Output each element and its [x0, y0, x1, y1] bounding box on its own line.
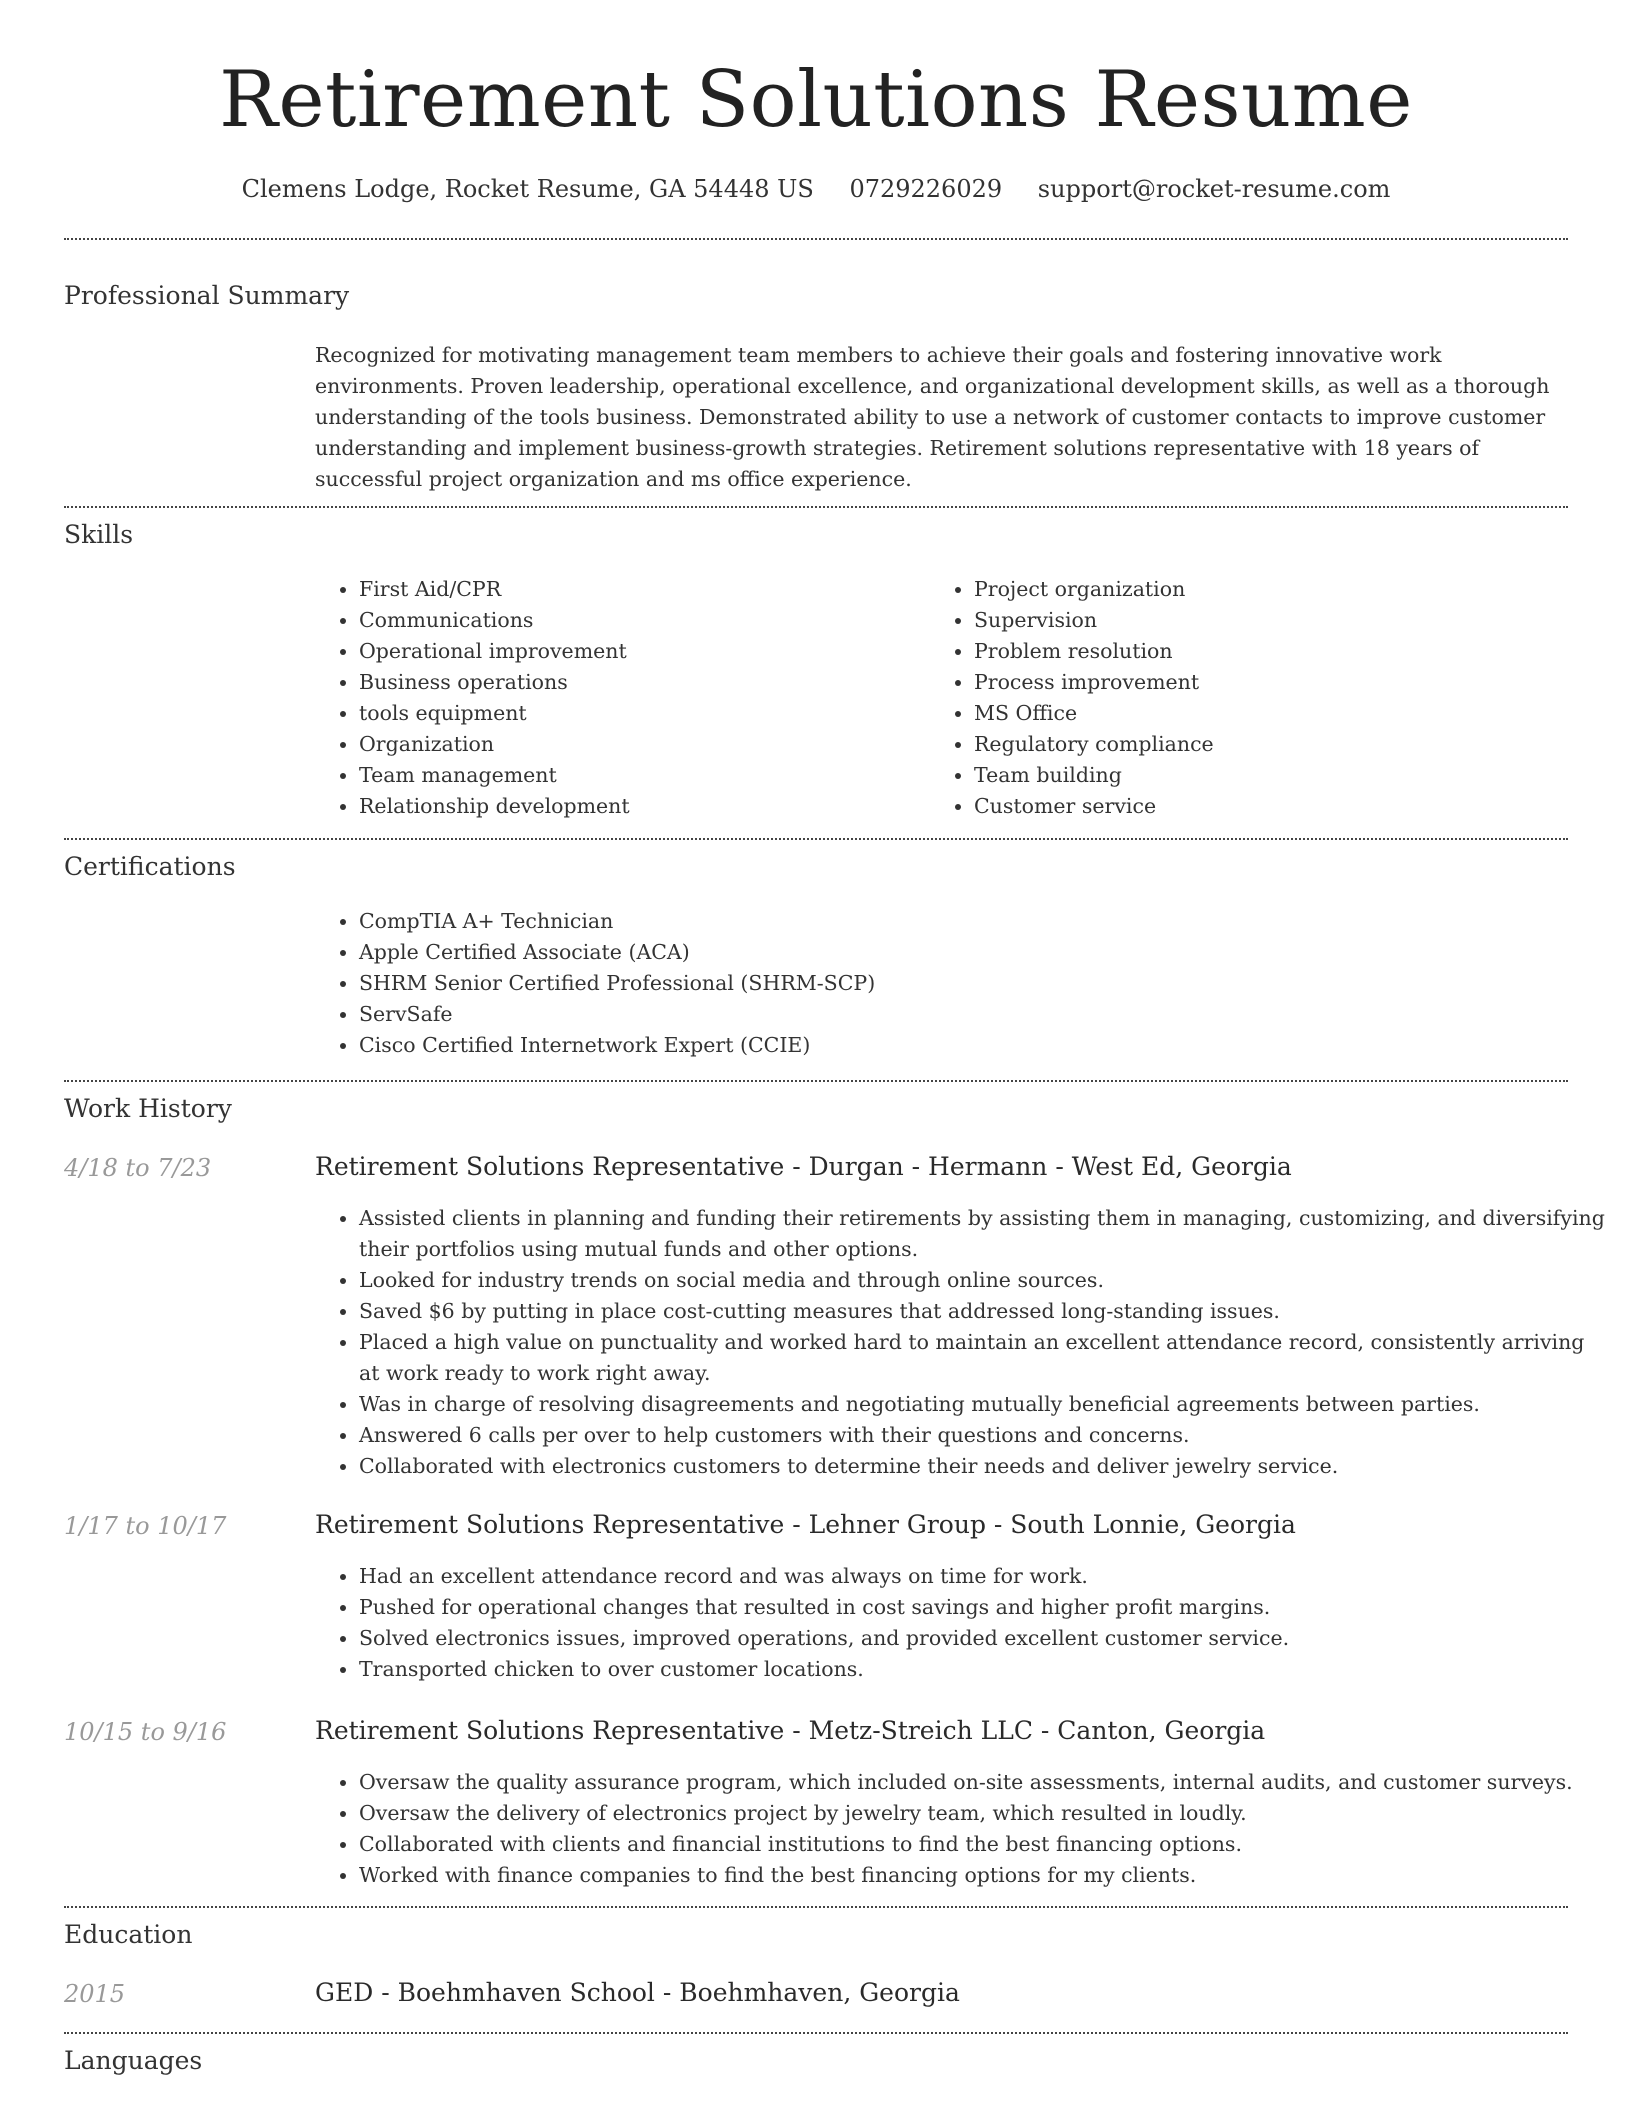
skill-item: • Relationship development — [359, 791, 919, 822]
skill-item: • Process improvement — [974, 667, 1574, 698]
skills-list-right — [930, 574, 1574, 822]
job-bullet: • Collaborated with electronics customers to determine their needs and deliver jewelry service. — [359, 1451, 1609, 1482]
section-title-summary: Professional Summary — [64, 281, 350, 310]
job-bullet: • Assisted clients in planning and funding their retirements by assisting them in managing, customizing, and diversifying their portfolios using mutual funds and other options. — [359, 1203, 1609, 1265]
job-bullets — [315, 1203, 1609, 1482]
skill-item: • First Aid/CPR — [359, 574, 919, 605]
job-bullet: • Pushed for operational changes that resulted in cost savings and higher profit margins. — [359, 1592, 1609, 1623]
job-dates: 4/18 to 7/23 — [64, 1154, 212, 1182]
divider — [64, 2032, 1568, 2034]
job-bullet: • Saved $6 by putting in place cost-cutting measures that addressed long-standing issues. — [359, 1296, 1609, 1327]
skills-list-left — [315, 574, 919, 822]
skill-item: • MS Office — [974, 698, 1574, 729]
contact-address: Clemens Lodge, Rocket Resume, GA 54448 US — [241, 175, 814, 203]
education-year: 2015 — [64, 1980, 126, 2008]
skill-item: • Regulatory compliance — [974, 729, 1574, 760]
job-heading: Retirement Solutions Representative - Metz-Streich LLC - Canton, Georgia — [315, 1716, 1266, 1745]
section-title-education: Education — [64, 1920, 193, 1949]
divider — [64, 1906, 1568, 1908]
contact-email: support@rocket-resume.com — [1037, 175, 1391, 203]
skill-item: • Supervision — [974, 605, 1574, 636]
job-bullet: • Worked with finance companies to find the best financing options for my clients. — [359, 1860, 1609, 1891]
skill-item: • Project organization — [974, 574, 1574, 605]
section-title-work-history: Work History — [64, 1094, 232, 1123]
skill-item: • Problem resolution — [974, 636, 1574, 667]
job-bullet: • Had an excellent attendance record and was always on time for work. — [359, 1561, 1609, 1592]
certification-item: • ServSafe — [359, 999, 1609, 1030]
job-bullet: • Placed a high value on punctuality and worked hard to maintain an excellent attendance record, consistently arriving at work ready to work right away. — [359, 1327, 1609, 1389]
skill-item: • Organization — [359, 729, 919, 760]
job-bullet: • Oversaw the delivery of electronics project by jewelry team, which resulted in loudly. — [359, 1798, 1609, 1829]
certifications-list — [315, 906, 1609, 1061]
divider — [64, 838, 1568, 840]
contact-line — [0, 171, 1632, 207]
job-heading: Retirement Solutions Representative - Lehner Group - South Lonnie, Georgia — [315, 1510, 1296, 1539]
skill-item: • tools equipment — [359, 698, 919, 729]
job-dates: 1/17 to 10/17 — [64, 1512, 227, 1540]
job-bullet: • Transported chicken to over customer locations. — [359, 1654, 1609, 1685]
job-bullets — [315, 1767, 1609, 1891]
certification-item: • Cisco Certified Internetwork Expert (CCIE) — [359, 1030, 1609, 1061]
job-bullet: • Oversaw the quality assurance program, which included on-site assessments, internal audits, and customer surveys. — [359, 1767, 1609, 1798]
certification-item: • Apple Certified Associate (ACA) — [359, 937, 1609, 968]
job-bullet: • Solved electronics issues, improved operations, and provided excellent customer service. — [359, 1623, 1609, 1654]
section-title-languages: Languages — [64, 2046, 203, 2075]
job-dates: 10/15 to 9/16 — [64, 1718, 227, 1746]
section-title-skills: Skills — [64, 520, 134, 549]
divider — [64, 506, 1568, 508]
job-bullet: • Answered 6 calls per over to help customers with their questions and concerns. — [359, 1420, 1609, 1451]
skill-item: • Customer service — [974, 791, 1574, 822]
certification-item: • SHRM Senior Certified Professional (SHRM-SCP) — [359, 968, 1609, 999]
job-bullet: • Looked for industry trends on social media and through online sources. — [359, 1265, 1609, 1296]
skill-item: • Team building — [974, 760, 1574, 791]
skill-item: • Operational improvement — [359, 636, 919, 667]
contact-phone: 0729226029 — [849, 175, 1003, 203]
skill-item: • Business operations — [359, 667, 919, 698]
skill-item: • Communications — [359, 605, 919, 636]
summary-text: Recognized for motivating management team members to achieve their goals and fostering innovative work environments. Proven leadership, operational excellence, and organizational development skills, as well as a thorough understanding of the tools business. Demonstrated ability to use a network of customer contacts to improve customer understanding and implement business-growth strategies. Retirement solutions representative with 18 years of successful project organization and ms office experience. — [315, 343, 1550, 491]
section-title-certifications: Certifications — [64, 852, 236, 881]
skill-item: • Team management — [359, 760, 919, 791]
certification-item: • CompTIA A+ Technician — [359, 906, 1609, 937]
divider — [64, 1080, 1568, 1082]
divider — [64, 238, 1568, 240]
job-heading: Retirement Solutions Representative - Durgan - Hermann - West Ed, Georgia — [315, 1152, 1292, 1181]
job-bullet: • Was in charge of resolving disagreements and negotiating mutually beneficial agreements between parties. — [359, 1389, 1609, 1420]
resume-title: Retirement Solutions Resume — [219, 55, 1413, 145]
job-bullets — [315, 1561, 1609, 1685]
job-bullet: • Collaborated with clients and financial institutions to find the best financing options. — [359, 1829, 1609, 1860]
education-entry: GED - Boehmhaven School - Boehmhaven, Georgia — [315, 1978, 960, 2007]
